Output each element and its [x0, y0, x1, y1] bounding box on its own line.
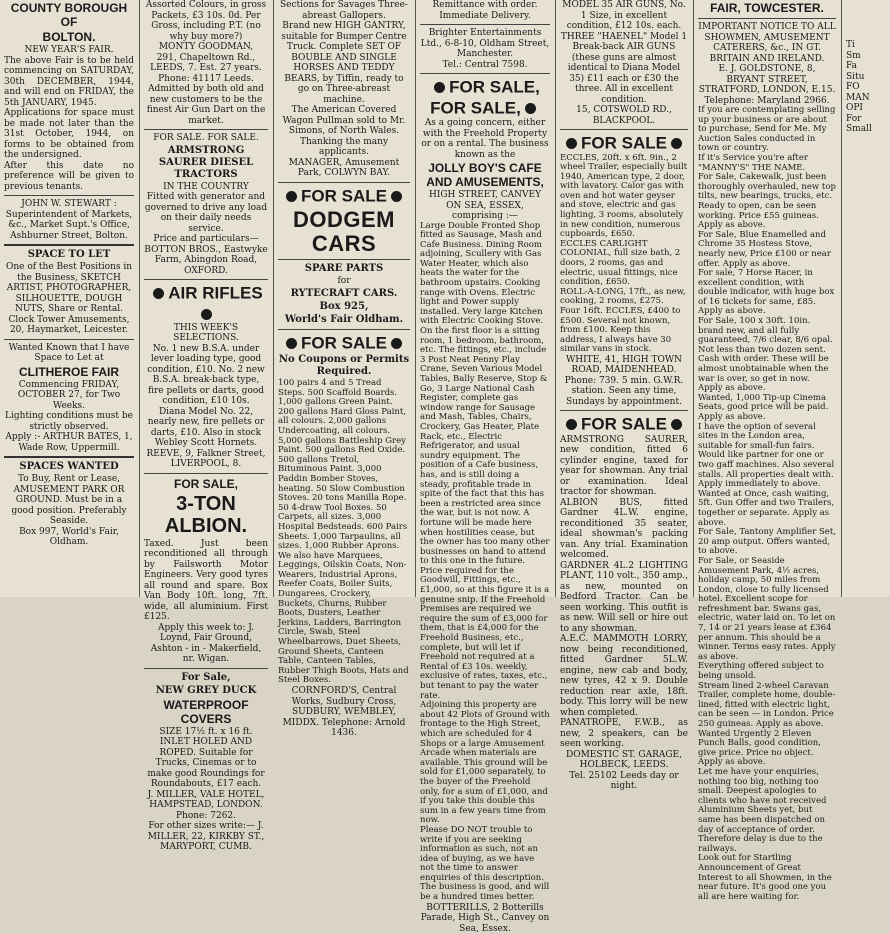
- body-text: Box 997, World's Fair, Oldham.: [19, 526, 119, 547]
- body-text: Sections for Savages Three-abreast Gallopers.: [280, 0, 408, 21]
- headline-text: FOR SALE: [301, 186, 387, 205]
- headline-text: FOR SALE: [581, 133, 667, 153]
- bullet-dot-icon: [525, 103, 536, 114]
- body-text: Commencing FRIDAY, OCTOBER 27, for Two Weeks.: [17, 379, 121, 411]
- body-text: PANATROPE, F.W.B., as new, 2 speakers, can be seen working.: [560, 718, 688, 750]
- headline: WATERPROOF COVERS: [163, 697, 249, 726]
- divider: [4, 339, 134, 340]
- divider: [698, 18, 836, 19]
- body-text: Applications for space must be made not later than the 31st October, 1944, on forms to be obtained from the undersigned.: [4, 108, 134, 160]
- body-text: IN THE COUNTRY: [163, 181, 249, 192]
- headline-with-dots: [278, 333, 410, 354]
- body-text: For: [846, 113, 862, 124]
- listing-text: ROLL-A-LONG, 17ft., as new, cooking, 2 rooms, £275.: [560, 286, 686, 307]
- body-text: Sm: [846, 50, 861, 61]
- body-text: ARMSTRONG SAURER, new condition, fitted 6 cylinder engine, taxed for year for showman. Any trial or examination. Ideal tractor for showman.: [560, 434, 688, 498]
- listing-text: ECCLES CARLIGHT COLONIAL, full size bath, 2 doors, 2 rooms, gas and electric, usual fittings, nice condition, £650.: [560, 238, 681, 288]
- body-text: THREE "HAENEL" Model 1 Break-back AIR GUNS (these guns are almost identical to Diana Model 35) £11 each or £30 the three. All in excellent condition.: [560, 31, 688, 105]
- divider: [278, 182, 410, 183]
- headline-large: 3-TON ALBION.: [164, 492, 248, 537]
- body-text: Phone: 739. 5 min. G.W.R. station. Seen any time, Sundays by appointment.: [564, 375, 684, 407]
- headline: CLITHEROE FAIR: [18, 364, 119, 379]
- body-text: As a going concern, either with the Freehold Property or on a rental. The business known as the: [421, 118, 549, 160]
- column-2: [140, 0, 272, 852]
- divider: [144, 668, 268, 669]
- subheadline: ARMSTRONG SAURER DIESEL TRACTORS: [158, 144, 254, 180]
- body-text: Clock Tower Amusements, 20, Haymarket, Leicester.: [8, 314, 130, 335]
- divider: [420, 73, 550, 74]
- subheadline: For Sale,: [181, 671, 231, 683]
- listing-text: ECCLES, 20ft. x 6ft. 9in., 2 wheel Trailer, especially built 1940, American type, 2 door, with lavatory. Calor gas with oven and hot water geyser and stove, electric and gas lighting, 3 rooms, absolutely in new condition, numerous cupboards, £650.: [560, 152, 688, 240]
- body-text: CORNFORD'S, Central Works, Sudbury Cross, SUDBURY, WEMBLEY, MIDDX. Telephone: Arnold 1436.: [282, 686, 406, 738]
- body-text: Ti: [846, 40, 855, 50]
- listing-text: If it's Service you're after "MANNY'S" THE NAME.: [698, 152, 808, 173]
- divider: [4, 195, 134, 196]
- listing-text: Everything offered subject to being unsold.: [698, 661, 824, 682]
- bullet-dot-icon: [286, 338, 297, 349]
- bullet-dot-icon: [671, 138, 682, 149]
- bullet-dot-icon: [286, 191, 297, 202]
- body-text: GARDNER 4L.2 LIGHTING PLANT, 110 volt., 350 amp., as new, mounted on Bedford Tractor. Can be seen working. This outfit is as new. Will sell or hire out to any showman.: [560, 560, 688, 634]
- listing-text: For Sale, or Seaside Amusement Park, 4½ acres, holiday camp, 50 miles from London, close to fully licensed hotel. Excellent scope for refreshment bar. Swans gas, electric, water laid on. To let on 7, 14 or 21 years lease at £364 per annum. This should be a winner. Terms easy rates. Apply as above.: [698, 555, 836, 662]
- body-text: Brighter Entertainments Ltd., 6-8-10, Oldham Street, Manchester.: [420, 28, 550, 59]
- body-text: FOR SALE. FOR SALE.: [153, 133, 259, 143]
- headline-text: FOR SALE, FOR SALE,: [430, 77, 540, 117]
- body-text: Remittance with order. Immediate Delivery.: [432, 0, 538, 21]
- body-text: 291, Chapeltown Rd., LEEDS, 7. Est. 27 years. Phone: 41117 Leeds. Admitted by both old and new customers to be the finest Air Gun Dart on the market.: [146, 52, 266, 126]
- headline-with-dots: [560, 414, 688, 435]
- listing-text: For Sale, Cakewalk, just been thoroughly overhauled, new top tilts, new bearings, trucks, etc. Ready to open, can be seen working. Price £55 guineas. Apply as above.: [698, 172, 836, 231]
- subheadline: World's Fair Oldham.: [284, 313, 404, 325]
- body-text: Apply :- ARTHUR BATES, 1, Wade Row, Uppermill.: [5, 432, 133, 453]
- listing-text: Wanted, 1,000 Tip-up Cinema Seats, good price will be paid. Apply as above.: [698, 392, 829, 422]
- body-text: Lighting conditions must be strictly observed.: [5, 411, 133, 432]
- body-text: MONTY GOODMAN,: [158, 42, 254, 52]
- body-text: Fa: [846, 61, 857, 71]
- body-text: Diana Model No. 22, nearly new, fire pellets or darts, £10. Also in stock Webley Scott Hornets.: [147, 406, 265, 448]
- body-text: REEVE, 9, Falkner Street, LIVERPOOL, 8.: [146, 448, 266, 469]
- divider: [4, 456, 134, 458]
- divider: [144, 129, 268, 130]
- listing-text: Let me have your enquiries, nothing too big, nothing too small. Deepest apologies to clients who have not received Aluminium Sheets yet, but same has been dispatched on day of acceptance of order. Therefore delay is due to the railways.: [698, 766, 827, 854]
- body-text: The American Covered Wagon Pullman sold to Mr. Simons, of North Wales. Thanking the many applicants.: [282, 105, 406, 157]
- headline-with-dots: [278, 186, 410, 207]
- listing-text: Price required for the Goodwill, Fittings, etc., £1,000, so at this figure it is a genuine snip. If the Freehold Premises are required we require the sum of £3,000 for them, that is £4,000 for the Freehold Business, etc., complete, but will let if Freehold not required at a Rental of £3 10s. weekly, exclusive of rates, taxes, etc., but tenant to pay the water rate.: [420, 565, 550, 701]
- bullet-dot-icon: [566, 419, 577, 430]
- body-text: The above Fair is to be held commencing on SATURDAY, 30th DECEMBER, 1944, and will end on FRIDAY, the 5th JANUARY, 1945.: [4, 55, 134, 108]
- headline-with-dots: [560, 133, 688, 154]
- body-text: HIGH STREET, CANVEY ON SEA, ESSEX, comprising :—: [428, 190, 542, 221]
- body-text: Taxed. Just been reconditioned all through by Failsworth Motor Engineers. Very good tyres all round and spare. Box Van Body 10ft. long, 7ft. wide, all aluminium. First £125.: [144, 538, 268, 622]
- listing-text: Wanted Urgently 2 Eleven Punch Balls, good condition, give price. Price no object. Apply as above.: [698, 728, 821, 768]
- subheadline: SPACE TO LET: [27, 249, 111, 260]
- listing-text: Four 16ft. ECCLES, £400 to £500. Several not known, from £100. Keep this address, I always have 30 similar vans in stock.: [560, 306, 681, 355]
- headline: FAIR, TOWCESTER.: [710, 1, 824, 15]
- body-text: SIZE 17½ ft. x 16 ft.: [159, 726, 253, 737]
- body-text: WHITE, 41, HIGH TOWN ROAD, MAIDENHEAD.: [566, 354, 682, 376]
- listing-text: Stream lined 2-wheel Caravan Trailer, complete home, double-lined, fitted with electric light, can be seen — in London. Price 250 guineas. Apply as above.: [698, 680, 836, 729]
- listing-text: Adjoining this property are about 42 Plots of Ground with frontage to the High Street, which are scheduled for 4 Shops or a large Amusement Arcade when materials are available. This ground will be sold for £1,000 separately, to the buyer of the Freehold only, for a sum of £1,000, and if you take this double this sum in a few years time from now.: [420, 700, 550, 826]
- body-text: Superintendent of Markets, &c., Market Supt.'s Office, Ashburner Street, Bolton.: [5, 209, 133, 241]
- body-text: INLET HOLED AND ROPED. Suitable for Trucks, Cinemas or to make good Roundings for Roundabouts, £17 each.: [147, 737, 265, 789]
- listing-text: Wanted at Once, cash waiting, 5ft. Gun Offer and two Trailers, together or separate. Apply as above.: [698, 488, 835, 528]
- bullet-dot-icon: [671, 419, 682, 430]
- divider: [560, 129, 688, 130]
- headline-text: FOR SALE: [301, 333, 387, 352]
- body-text: MANAGER, Amusement Park, COLWYN BAY.: [288, 157, 400, 178]
- bullet-dot-icon: [566, 138, 577, 149]
- column-5: [556, 0, 692, 792]
- body-text: FO: [846, 82, 860, 92]
- divider: [4, 244, 134, 246]
- body-text: DOMESTIC ST. GARAGE, HOLBECK, LEEDS.: [565, 749, 682, 771]
- listing-text: For Sale, Blue Enamelled and Chrome 35 Hostess Stove, nearly new, Price £100 or near offer. Apply as above.: [698, 229, 831, 269]
- headline-text: AIR RIFLES: [168, 283, 263, 303]
- bullet-dot-icon: [153, 288, 164, 299]
- listing-text: Please DO NOT trouble to write if you are seeking information as such, not an idea of buying, as we have not the time to answer enquiries of this description. The business is good, and will be a hundred times better.: [420, 824, 550, 903]
- body-text: THIS WEEK'S SELECTIONS.: [173, 322, 239, 343]
- body-text: JOHN W. STEWART :: [21, 199, 117, 209]
- divider: [278, 329, 410, 330]
- body-text: 15, COTSWOLD RD., BLACKPOOL.: [576, 105, 672, 126]
- headline: BOLTON.: [42, 30, 96, 44]
- subheadline: SPARE PARTS: [304, 263, 384, 274]
- body-text: Situ: [846, 71, 865, 82]
- subheadline: No Coupons or Permits Required.: [278, 354, 410, 377]
- subheadline: RYTECRAFT CARS.: [290, 287, 398, 299]
- subheadline: NEW GREY DUCK: [155, 684, 257, 696]
- column-4: [416, 0, 554, 934]
- body-text: MAN: [846, 92, 870, 103]
- listing-text: I have the option of several sites in the London area, suitable for small-fun fairs. Would like partner for one or two gaff machines. Also several stalls. All properties dealt with. Apply immediately to above.: [698, 421, 835, 490]
- body-text: OPI: [846, 103, 863, 113]
- body-text: After this date no preference will be given to previous tenants.: [4, 160, 134, 192]
- headline-text: FOR SALE: [581, 414, 667, 434]
- headline: JOLLY BOY'S CAFE AND AMUSEMENTS,: [426, 161, 544, 189]
- headline-with-dots: [144, 283, 268, 323]
- subheadline: Box 925,: [319, 300, 369, 312]
- listing-text: For Sale, 100 x 30ft. 10in. brand new, and all fully guaranteed, 7/6 clear, 8/6 opal. Not less than two dozen sent. Cash with order. These will be almost unobtainable when the war is over, so get in now. Apply as above.: [698, 316, 833, 394]
- divider: [420, 24, 550, 25]
- body-text: Assorted Colours, in gross Packets, £3 10s. 0d. Per Gross, including P.T. (no why buy more?): [145, 0, 267, 42]
- listing-text: If you are contemplating selling up your business or are about to purchase, Send for Me. My Auction Sales conducted in town or country.: [698, 105, 836, 154]
- divider: [560, 410, 688, 411]
- listing-text: 100 pairs 4 and 5 Tread Steps. 500 Scaffold Boards. 1,000 gallons Green Paint. 200 gallons Hard Gloss Paint, all colours. 2,000 gallons Undercoating, all colours. 5,000 gallons Battleship Grey Paint. 500 gallons Red Oxide. 500 gallons Tretol, Bituminous Paint. 3,000 Paddin Bomber Stoves, heating. 50 Slow Combustion Stoves. 20 tons Manilla Rope. 50 4-draw Tool Boxes. 50 Carpets, all sizes. 3,000 Hospital Bedsteads. 600 Pairs Sheets. 1,000 Tarpaulins, all sizes. 1,000 Rubber Aprons.: [278, 378, 408, 552]
- bullet-dot-icon: [391, 191, 402, 202]
- headline: COUNTY BOROUGH OF: [10, 1, 128, 29]
- body-text: Small: [846, 124, 872, 134]
- headline-with-dots: [420, 77, 550, 118]
- column-3: [274, 0, 414, 738]
- body-text: IMPORTANT NOTICE TO ALL SHOWMEN, AMUSEMENT CATERERS, &c., IN GT. BRITAIN AND IRELAND.: [698, 22, 836, 64]
- body-text: No. 1 new B.S.A. under lever loading type, good condition, £10. No. 2 new B.S.A. break-back type, fire pellets or darts, good condition, £10 10s.: [147, 343, 265, 406]
- body-text: BOTTERILLS, 2 Botterills Parade, High St., Canvey on Sea, Essex.: [420, 902, 550, 934]
- body-text: Fitted with generator and governed to drive any load on their daily needs service.: [144, 192, 268, 234]
- body-text: Tel. 25102 Leeds day or night.: [569, 770, 679, 792]
- divider: [144, 473, 268, 474]
- body-text: J. MILLER, VALE HOTEL, HAMPSTEAD, LONDON. Phone: 7262.: [147, 789, 265, 821]
- divider: [144, 279, 268, 280]
- column-6: [694, 0, 840, 902]
- listing-text: We also have Marquees, Leggings, Oilskin Coats, Non-Wearers, Industrial Aprons, Reefer Coats, Boiler Suits, Dungarees, Crockery, Buckets, Churns, Rubber Boots, Dusters, Leather Jerkins, Ladders, Barrington Circle, Swab, Steel Wheelbarrows, Duet Sheets, Ground Sheets, Canteen Table, Canteen Tables, Rubber Thigh Boots, Hats and Steel Boxes.: [278, 550, 409, 686]
- listing-text: Large Double Fronted Shop fitted as Sausage, Mash and Cafe Business. Dining Room adjoining, Scullery with Gas Water Heater, which also heats the water for the bathroom upstairs. Cooking range with Ovens. Electric light and Power supply installed. Very large Kitchen with Electric Cooking Stove. On the first floor is a sitting room, 1 bedroom, bathroom, etc. The fittings, etc., include 3 Post Neat Penny Play Crane, Seven Various Model Tables, Bally Reserve, Stop & Go, 3 Large National Cash Register, complete gas window range for Sausage and Mash, Tables, Chairs, Crockery, Gas Heater, Plate Rack, etc., Electric Refrigerator, and usual sundry equipment. The position of a Cafe business, has, and is still doing a steady, profitable trade in spite of the fact that this has been a restricted area since the war, but is not now. A fortune will be made here when hostilities cease, but the owner has too many other businesses on hand to attend to this one in the future.: [420, 220, 550, 567]
- bullet-dot-icon: [434, 82, 445, 93]
- body-text: Wanted Known that I have Space to Let at: [8, 342, 130, 363]
- body-text: E. J. GOLDSTONE, 8, BRYANT STREET, STRATFORD, LONDON, E.15. Telephone: Maryland 2966.: [698, 64, 836, 106]
- bullet-dot-icon: [391, 338, 402, 349]
- listing-text: Look out for Startling Announcement of Great Interest to all Showmen, in the near future. It's good one you all are here waiting for.: [698, 853, 832, 902]
- body-text: A.E.C. MAMMOTH LORRY, now being reconditioned, fitted Gardner 5L.W. engine, new cab and body, new tyres, 42 x 9. Double reduction rear axle, 18ft. body. This lorry will be new when completed.: [560, 634, 688, 718]
- divider: [278, 259, 410, 260]
- body-text: NEW YEAR'S FAIR.: [24, 45, 114, 55]
- body-text: Tel.: Central 7598.: [442, 59, 528, 70]
- headline-large: DODGEM CARS: [293, 207, 395, 256]
- listing-text: For Sale, Tantony Amplifier Set, 20 amp output. Offers wanted, to above.: [698, 527, 836, 557]
- bullet-dot-icon: [201, 309, 212, 320]
- body-text: To Buy, Rent or Lease, AMUSEMENT PARK OR GROUND. Must be in a good position. Preferably Seaside.: [11, 474, 127, 526]
- body-text: ALBION BUS, fitted Gardner 4L.W. engine, reconditioned 35 seater, ideal showman's packing van. Any trial. Examination welcomed.: [560, 497, 688, 561]
- body-text: Apply this week to: J. Loynd, Fair Ground, Ashton - in - Makerfield, nr. Wigan.: [150, 622, 262, 664]
- body-text: One of the Best Positions in the Business, SKETCH ARTIST, PHOTOGRAPHER, SILHOUETTE, DOUGH NUTS, Share or Rental.: [5, 262, 133, 314]
- body-text: for: [337, 276, 351, 286]
- body-text: Brand new HIGH GANTRY, suitable for Bumper Centre Truck. Complete SET OF BOUBLE AND SINGLE HORSES AND TEDDY BEARS, by Tiffin, ready to go on Three-abreast machine.: [281, 21, 407, 105]
- column-1: [0, 0, 138, 597]
- listing-text: For sale, 7 Horse Racer, in excellent condition, with double indicator, with huge box of 16 tickets for same, £85. Apply as above.: [698, 268, 835, 317]
- body-text: For other sizes write:— J. MILLER, 22, KIRKBY ST., MARYPORT, CUMB.: [147, 821, 265, 852]
- column-7-cropped: [842, 0, 890, 597]
- subheadline: SPACES WANTED: [19, 461, 119, 472]
- body-text: MODEL 35 AIR GUNS, No. 1 Size, in excellent condition, £12 10s. each.: [562, 0, 686, 31]
- body-text: Price and particulars— BOTTON BROS., Eastwyke Farm, Abingdon Road, OXFORD.: [144, 234, 268, 276]
- headline: FOR SALE,: [173, 476, 238, 491]
